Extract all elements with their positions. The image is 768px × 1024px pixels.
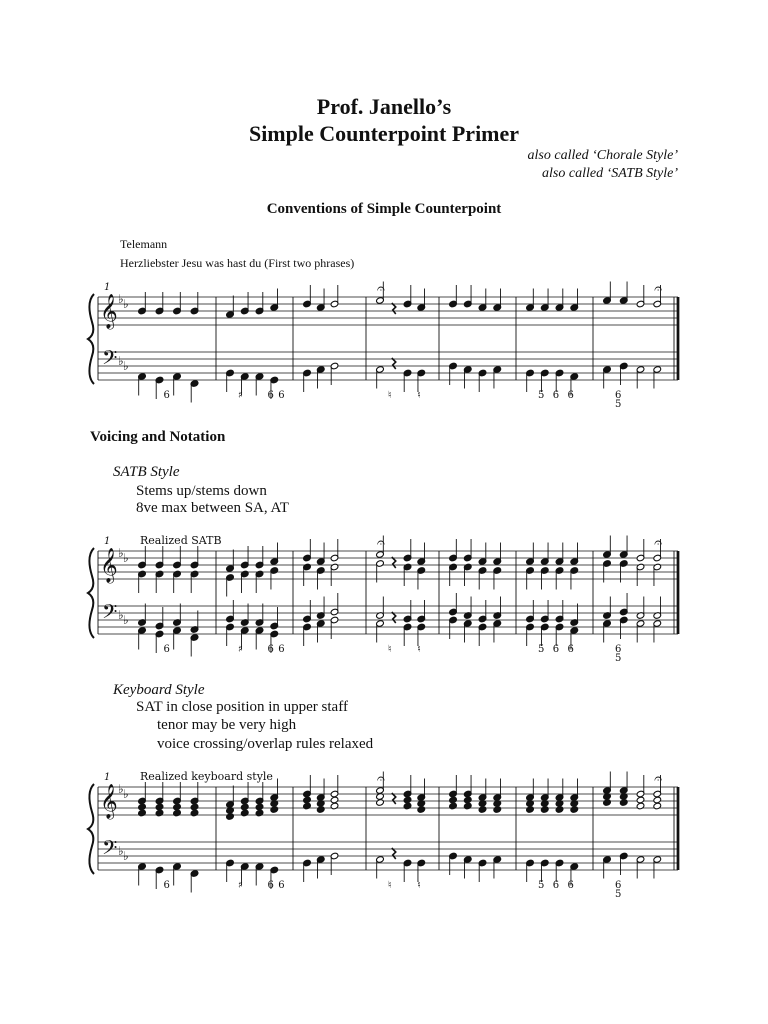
tenor-note xyxy=(478,806,487,814)
satb-rule-1: Stems up/stems down xyxy=(136,483,267,499)
key-signature-flat: ♭ xyxy=(118,782,124,796)
key-signature-flat: ♭ xyxy=(123,613,129,627)
key-signature-flat: ♭ xyxy=(118,844,124,858)
figured-bass-numeral: 6 xyxy=(278,644,285,655)
tenor-note xyxy=(653,802,662,810)
treble-clef: 𝄞 xyxy=(100,784,118,819)
figured-bass-numeral: ♮ xyxy=(388,390,392,401)
fermata: 𝄐 xyxy=(377,771,385,787)
tenor-note xyxy=(190,809,199,817)
alias-chorale-style: also called ‘Chorale Style’ xyxy=(527,148,678,163)
tenor-note xyxy=(226,813,235,821)
conventions-heading: Conventions of Simple Counterpoint xyxy=(266,201,502,217)
bass-clef: 𝄢 xyxy=(102,600,118,628)
tenor-note xyxy=(449,802,458,810)
figured-bass-numeral: ♯ xyxy=(238,644,243,655)
score-telemann xyxy=(88,281,688,410)
score-realized-satb xyxy=(88,534,688,664)
tenor-note xyxy=(463,802,472,810)
treble-clef: 𝄞 xyxy=(100,294,118,329)
figured-bass-numeral: ♯ xyxy=(238,880,243,891)
figured-bass-numeral: 5 xyxy=(615,653,622,664)
key-signature-flat: ♭ xyxy=(118,546,124,560)
figured-bass-numeral: 6 xyxy=(552,644,560,655)
figured-bass-numeral: 5 xyxy=(538,390,545,401)
example-label: Realized SATB xyxy=(140,534,222,547)
brace xyxy=(88,784,94,874)
figured-bass-numeral: 5 xyxy=(615,889,622,900)
measure-number: 1 xyxy=(104,536,111,547)
keyboard-rule-2: tenor may be very high xyxy=(157,717,297,733)
tenor-note xyxy=(155,809,164,817)
tenor-note xyxy=(255,809,264,817)
fermata: 𝄐 xyxy=(654,281,663,297)
alias-satb-style: also called ‘SATB Style’ xyxy=(542,166,678,181)
bass-clef: 𝄢 xyxy=(102,346,118,374)
tenor-note xyxy=(270,806,279,814)
figured-bass-numeral: 5 xyxy=(538,644,545,655)
brace xyxy=(88,294,94,384)
figured-bass-numeral: 6 xyxy=(567,644,574,655)
fermata: 𝄐 xyxy=(377,535,385,551)
tenor-note xyxy=(376,799,385,807)
key-signature-flat: ♭ xyxy=(123,297,129,311)
figured-bass-numeral: 6 xyxy=(567,880,574,891)
quarter-rest xyxy=(392,612,396,623)
tenor-note xyxy=(417,806,426,814)
quarter-rest xyxy=(392,557,396,568)
tenor-note xyxy=(316,806,325,814)
fermata: 𝄐 xyxy=(377,281,385,297)
figured-bass-numeral: ♮ xyxy=(417,880,421,891)
satb-rule-2: 8ve max between SA, AT xyxy=(136,500,289,516)
fermata: 𝄐 xyxy=(654,771,663,787)
figured-bass-numeral: ♮ xyxy=(388,644,392,655)
bass-clef: 𝄢 xyxy=(102,836,118,864)
figured-bass-numeral: 6 xyxy=(615,880,622,891)
fermata: 𝄐 xyxy=(654,535,663,551)
figured-bass-numeral: 6 xyxy=(267,390,274,401)
tenor-note xyxy=(603,799,612,807)
score-realized-keyboard xyxy=(88,770,688,900)
tenor-note xyxy=(240,809,249,817)
tenor-note xyxy=(303,802,312,810)
tenor-note xyxy=(526,806,535,814)
tenor-note xyxy=(555,806,564,814)
figured-bass-numeral: 6 xyxy=(267,644,274,655)
treble-clef: 𝄞 xyxy=(100,548,118,583)
page-title xyxy=(0,93,768,147)
key-signature-flat: ♭ xyxy=(123,787,129,801)
figured-bass-numeral: 6 xyxy=(163,644,170,655)
figured-bass-numeral: 5 xyxy=(538,880,545,891)
figured-bass-numeral: 6 xyxy=(278,880,285,891)
tenor-note xyxy=(636,802,645,810)
brace xyxy=(88,548,94,638)
piece-title: Herzliebster Jesu was hast du (First two phrases) xyxy=(120,256,355,270)
tenor-note xyxy=(138,809,147,817)
figured-bass-numeral: ♮ xyxy=(417,390,421,401)
figured-bass-numeral: 6 xyxy=(552,390,560,401)
figured-bass-numeral: 5 xyxy=(615,399,622,410)
figured-bass-numeral: ♯ xyxy=(238,390,243,401)
quarter-rest xyxy=(392,793,396,804)
figured-bass-numeral: 6 xyxy=(567,390,574,401)
key-signature-flat: ♭ xyxy=(123,551,129,565)
figured-bass-numeral: 6 xyxy=(278,390,285,401)
figured-bass-numeral: 6 xyxy=(615,644,622,655)
tenor-note xyxy=(619,799,628,807)
example-label: Realized keyboard style xyxy=(140,770,273,783)
measure-number: 1 xyxy=(104,772,111,783)
figured-bass-numeral: 6 xyxy=(163,390,170,401)
key-signature-flat: ♭ xyxy=(118,608,124,622)
keyboard-style-title: Keyboard Style xyxy=(113,682,205,698)
title-aliases xyxy=(528,147,678,183)
tenor-note xyxy=(493,806,502,814)
composer-label: Telemann xyxy=(120,237,168,251)
figured-bass-numeral: 6 xyxy=(267,880,274,891)
keyboard-rule-3: voice crossing/overlap rules relaxed xyxy=(157,736,374,752)
figured-bass-numeral: ♮ xyxy=(388,880,392,891)
tenor-note xyxy=(330,802,339,810)
voicing-heading: Voicing and Notation xyxy=(90,429,226,445)
measure-number: 1 xyxy=(104,282,111,293)
figured-bass-numeral: 6 xyxy=(615,390,622,401)
title-line-2: Simple Counterpoint Primer xyxy=(248,121,520,146)
figured-bass-numeral: 6 xyxy=(163,880,170,891)
tenor-note xyxy=(570,806,579,814)
tenor-note xyxy=(540,806,549,814)
key-signature-flat: ♭ xyxy=(118,354,124,368)
key-signature-flat: ♭ xyxy=(123,849,129,863)
keyboard-rule-1: SAT in close position in upper staff xyxy=(136,699,348,715)
key-signature-flat: ♭ xyxy=(123,359,129,373)
quarter-rest xyxy=(392,358,396,369)
key-signature-flat: ♭ xyxy=(118,292,124,306)
tenor-note xyxy=(403,802,412,810)
tenor-note xyxy=(173,809,182,817)
quarter-rest xyxy=(392,303,396,314)
figured-bass-numeral: ♮ xyxy=(417,644,421,655)
title-line-1: Prof. Janello’s xyxy=(316,94,452,119)
quarter-rest xyxy=(392,848,396,859)
figured-bass-numeral: 6 xyxy=(552,880,560,891)
satb-style-title: SATB Style xyxy=(113,464,180,480)
